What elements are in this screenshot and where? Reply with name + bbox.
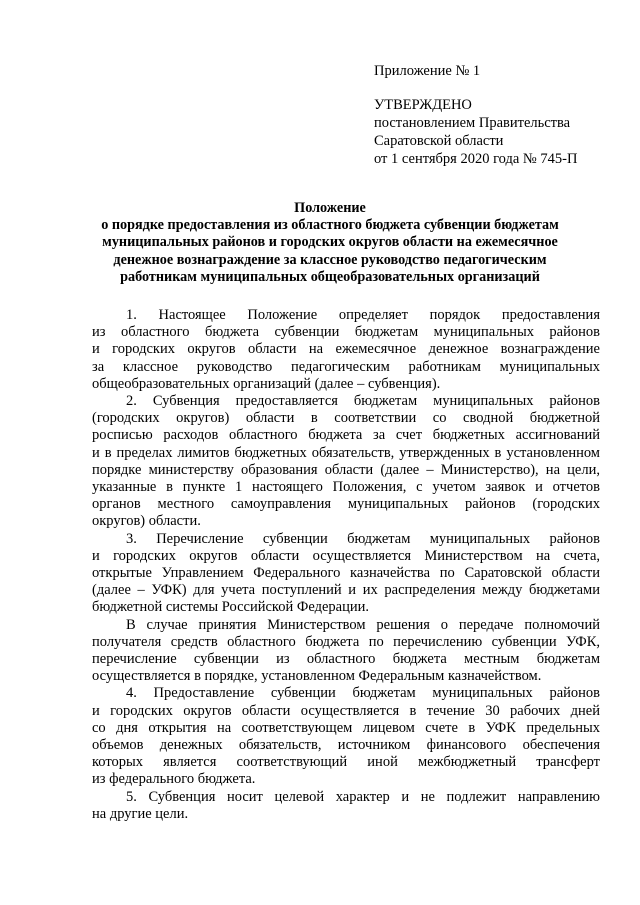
paragraph-2: [92, 393, 600, 531]
text-line: (городских округов) области в соответствии со сводной бюджетной: [92, 410, 600, 427]
paragraph-4: [92, 685, 600, 788]
text-line: общеобразовательных организаций (далее – субвенция).: [92, 375, 441, 392]
text-line: и городских округов области осуществляется в течение 30 рабочих дней: [92, 702, 600, 719]
title-line: денежное вознаграждение за классное руководство педагогическим: [113, 251, 547, 268]
text-line: со дня открытия на соответствующем лицевом счете в УФК предельных: [92, 719, 600, 736]
text-line: 4. Предоставление субвенции бюджетам муниципальных районов: [126, 685, 600, 702]
approval-block: [374, 96, 624, 168]
text-line: 1. Настоящее Положение определяет порядок предоставления: [126, 307, 600, 323]
text-line: и городских округов области осуществляется Министерством на счета,: [92, 547, 600, 564]
text-line: на другие цели.: [92, 805, 189, 822]
text-line: получателя средств областного бюджета по перечислению субвенции УФК,: [92, 633, 600, 650]
text-line: порядке министерству образования области (далее – Министерство), на цели,: [92, 461, 600, 478]
text-line: органов местного самоуправления муниципальных районов (городских: [92, 496, 600, 513]
paragraph-1: [92, 307, 600, 393]
text-line: В случае принятия Министерством решения о передаче полномочий: [126, 616, 600, 633]
text-line: и городских округов области на ежемесячное денежное вознаграждение: [92, 341, 600, 358]
text-line: и в пределах лимитов бюджетных обязательств, утвержденных в установленном: [92, 444, 600, 461]
approved-line: постановлением Правительства: [374, 115, 571, 131]
text-line: осуществляется в порядке, установленном Федеральным казначейством.: [92, 668, 542, 685]
paragraph-3b: [92, 617, 600, 686]
approved-line: Саратовской области: [374, 133, 504, 149]
title-line: муниципальных районов и городских округов области на ежемесячное: [102, 234, 558, 251]
text-line: 2. Субвенция предоставляется бюджетам муниципальных районов: [126, 393, 600, 410]
text-line: объемов денежных обязательств, источником финансового обеспечения: [92, 737, 600, 754]
document-title: [80, 200, 580, 286]
text-line: из федерального бюджета.: [92, 771, 256, 788]
text-line: которых является соответствующий иной межбюджетный трансферт: [92, 754, 600, 771]
title-line: работникам муниципальных общеобразовательных организаций: [120, 268, 540, 285]
title-line: Положение: [294, 200, 366, 216]
paragraph-5: [92, 789, 600, 823]
paragraph-3: [92, 531, 600, 617]
text-line: из областного бюджета субвенции бюджетам муниципальных районов: [92, 324, 600, 341]
appendix-label: Приложение № 1: [374, 63, 481, 79]
text-line: росписью расходов областного бюджета за счет бюджетных ассигнований: [92, 427, 600, 444]
title-line: о порядке предоставления из областного бюджета субвенции бюджетам: [101, 217, 559, 234]
text-line: перечисление субвенции из областного бюджета местным бюджетам: [92, 651, 600, 668]
approved-heading: УТВЕРЖДЕНО: [374, 97, 472, 113]
text-line: за классное руководство педагогическим работникам муниципальных: [92, 358, 600, 375]
document-body: [92, 307, 600, 823]
text-line: бюджетной системы Российской Федерации.: [92, 599, 369, 616]
text-line: (далее – УФК) для учета поступлений и их распределения между бюджетами: [92, 582, 600, 599]
approved-line: от 1 сентября 2020 года № 745-П: [374, 151, 578, 167]
text-line: открытые Управлением Федерального казначейства по Саратовской области: [92, 565, 600, 582]
text-line: указанные в пункте 1 настоящего Положения, с учетом заявок и отчетов: [92, 479, 600, 496]
text-line: 3. Перечисление субвенции бюджетам муниципальных районов: [126, 530, 600, 547]
text-line: округов) области.: [92, 513, 201, 530]
text-line: 5. Субвенция носит целевой характер и не подлежит направлению: [126, 788, 600, 805]
